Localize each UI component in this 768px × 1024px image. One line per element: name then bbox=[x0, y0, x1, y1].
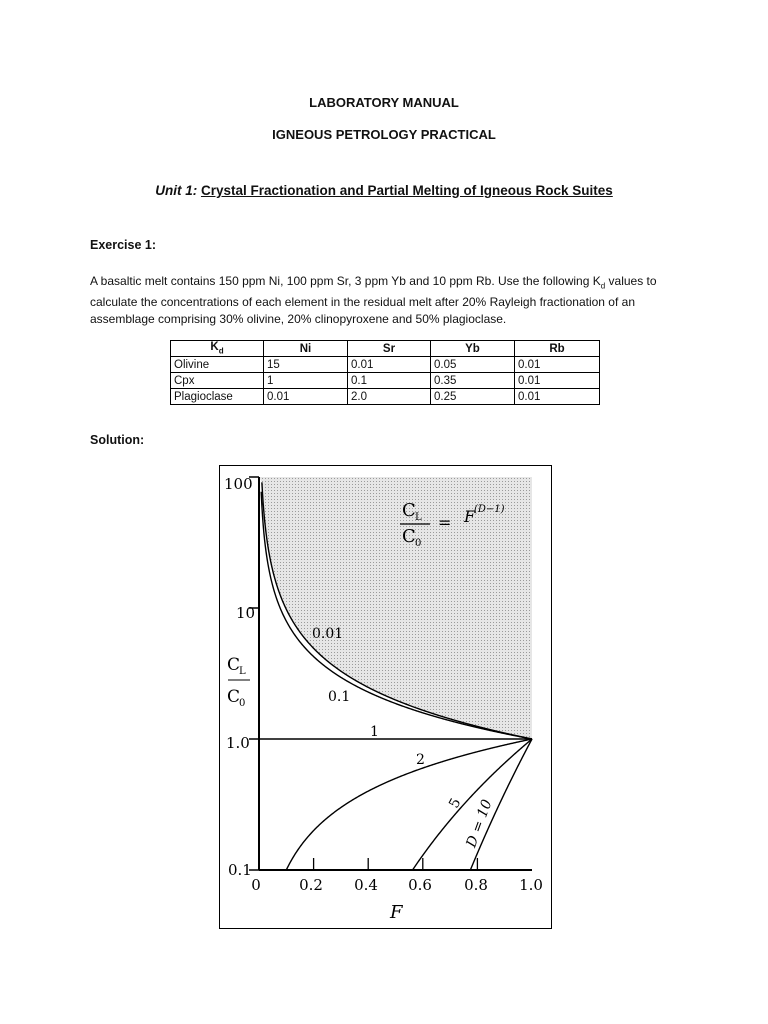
svg-text:C: C bbox=[227, 687, 241, 707]
svg-text:C: C bbox=[402, 500, 416, 521]
value-cell: 0.01 bbox=[348, 357, 431, 373]
col-header-ni: Ni bbox=[264, 341, 348, 357]
fractionation-chart bbox=[219, 465, 552, 929]
col-header-yb: Yb bbox=[431, 341, 515, 357]
solution-label: Solution: bbox=[90, 433, 145, 447]
kd-header: $K_d$ bbox=[171, 341, 264, 357]
value-cell: 0.01 bbox=[264, 389, 348, 405]
svg-text:(D−1): (D−1) bbox=[474, 504, 505, 515]
svg-text:L: L bbox=[415, 512, 422, 523]
document-title: LABORATORY MANUAL bbox=[309, 95, 459, 110]
document-subtitle: IGNEOUS PETROLOGY PRACTICAL bbox=[272, 127, 496, 142]
table-row bbox=[171, 389, 600, 405]
unit-heading bbox=[0, 183, 768, 198]
value-cell: 0.01 bbox=[515, 373, 600, 389]
exercise-line-1: A basaltic melt contains 150 ppm Ni, 100 ppm Sr, 3 ppm Yb and 10 ppm Rb. Use the following $K_d$ values to bbox=[90, 274, 657, 291]
curve-label-0.01: 0.01 bbox=[312, 626, 344, 642]
x-tick-label: 0.4 bbox=[354, 876, 378, 894]
kd-table bbox=[170, 340, 600, 405]
exercise-line-2: calculate the concentrations of each element in the residual melt after 20% Rayleigh fractionation of an bbox=[90, 295, 635, 310]
y-tick-label: 10 bbox=[236, 604, 256, 622]
value-cell: 1 bbox=[264, 373, 348, 389]
x-tick-label: 1.0 bbox=[519, 876, 543, 894]
mineral-cell: Plagioclase bbox=[171, 389, 264, 405]
value-cell: 2.0 bbox=[348, 389, 431, 405]
unit-prefix: Unit 1: bbox=[155, 183, 198, 198]
table-row bbox=[171, 373, 600, 389]
exercise-label: Exercise 1: bbox=[90, 238, 157, 252]
value-cell: 0.25 bbox=[431, 389, 515, 405]
x-tick-label: 0.8 bbox=[464, 876, 488, 894]
svg-text:F: F bbox=[464, 507, 476, 526]
svg-text:0: 0 bbox=[239, 698, 246, 709]
curve-label-5: 5 bbox=[446, 795, 465, 812]
curve-label-1: 1 bbox=[370, 724, 379, 740]
mineral-cell: Olivine bbox=[171, 357, 264, 373]
svg-text:L: L bbox=[239, 666, 246, 677]
x-tick-label: 0.2 bbox=[299, 876, 323, 894]
value-cell: 0.35 bbox=[431, 373, 515, 389]
y-axis-label bbox=[227, 655, 250, 709]
value-cell: 0.01 bbox=[515, 357, 600, 373]
curve-label-d10: D = 10 bbox=[463, 797, 496, 850]
x-axis-label: F bbox=[390, 902, 403, 923]
y-tick-label: 100 bbox=[224, 475, 253, 493]
svg-text:C: C bbox=[227, 655, 241, 675]
svg-text:C: C bbox=[402, 526, 416, 547]
exercise-text bbox=[90, 273, 690, 328]
value-cell: 0.01 bbox=[515, 389, 600, 405]
x-tick-label: 0.6 bbox=[408, 876, 432, 894]
exercise-line-3: assemblage comprising 30% olivine, 20% clinopyroxene and 50% plagioclase. bbox=[90, 312, 507, 327]
x-tick-labels bbox=[251, 876, 543, 894]
chart-svg bbox=[220, 466, 551, 928]
value-cell: 15 bbox=[264, 357, 348, 373]
svg-text:=: = bbox=[438, 513, 452, 532]
curve-D-5 bbox=[413, 739, 532, 870]
table-header-row bbox=[171, 341, 600, 357]
x-tick-label: 0 bbox=[251, 876, 261, 894]
col-header-rb: Rb bbox=[515, 341, 600, 357]
value-cell: 0.1 bbox=[348, 373, 431, 389]
curve-D-2 bbox=[286, 739, 532, 870]
curve-label-2: 2 bbox=[416, 752, 425, 768]
y-tick-label: 0.1 bbox=[228, 861, 252, 879]
svg-text:0: 0 bbox=[415, 538, 422, 549]
value-cell: 0.05 bbox=[431, 357, 515, 373]
y-tick-label: 1.0 bbox=[226, 734, 250, 752]
table-row bbox=[171, 357, 600, 373]
col-header-sr: Sr bbox=[348, 341, 431, 357]
unit-title: Crystal Fractionation and Partial Melting of Igneous Rock Suites bbox=[200, 183, 613, 198]
curve-label-0.1: 0.1 bbox=[328, 689, 351, 705]
mineral-cell: Cpx bbox=[171, 373, 264, 389]
